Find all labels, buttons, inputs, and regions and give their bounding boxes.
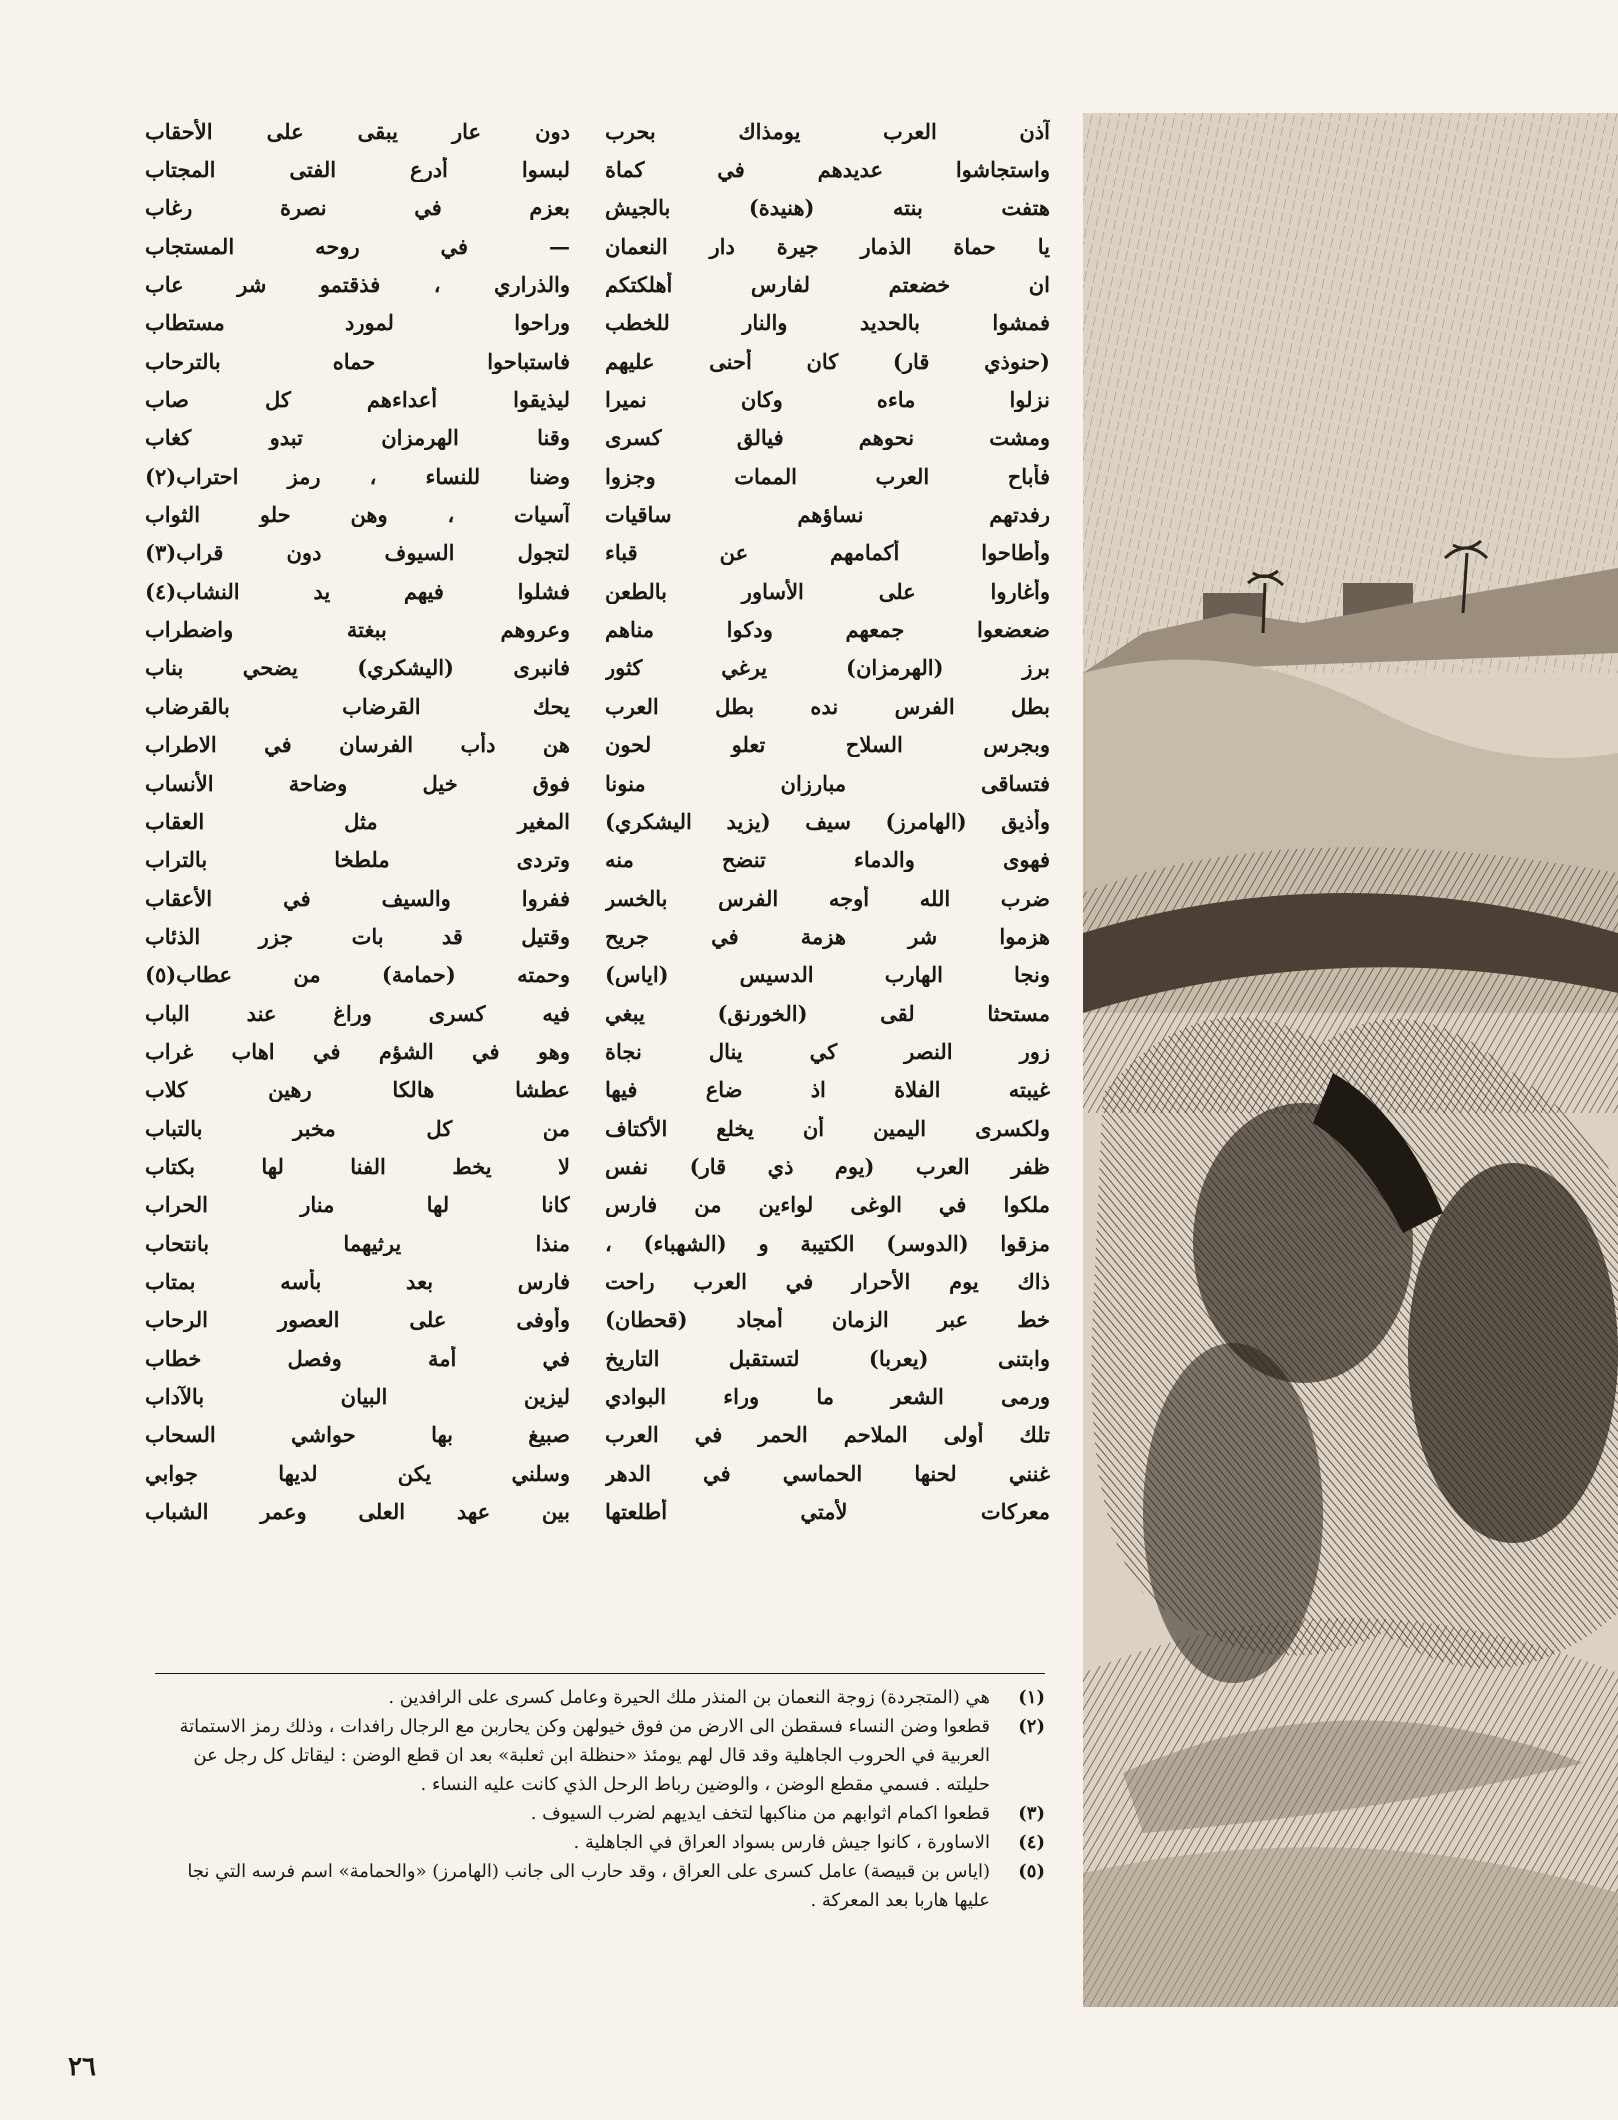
verse xyxy=(145,917,1050,955)
footnote-number: (٣) xyxy=(1018,1803,1045,1824)
verse xyxy=(145,572,1050,610)
verse-first-hemistich: ومشت نحوهم فيالق كسرى xyxy=(605,425,1050,451)
verse-first-hemistich: واستجاشوا عديدهم في كماة xyxy=(605,157,1050,183)
verse-first-hemistich: فتساقى مبارزان منونا xyxy=(605,770,1050,796)
verse xyxy=(145,994,1050,1032)
verse-first-hemistich: زور النصر كي ينال نجاة xyxy=(605,1038,1050,1064)
verse-second-hemistich: عطشا هالكا رهين كلاب xyxy=(145,1077,570,1103)
verse-first-hemistich: برز (الهرمزان) يرغي كثور xyxy=(605,655,1050,681)
verse-first-hemistich: تلك أولى الملاحم الحمر في العرب xyxy=(605,1422,1050,1448)
verse xyxy=(145,342,1050,380)
footnote-text: الاساورة ، كانوا جيش فارس بسواد العراق في الجاهلية . xyxy=(573,1832,990,1853)
verse-first-hemistich: ورمى الشعر ما وراء البوادي xyxy=(605,1384,1050,1410)
verse-first-hemistich: رفدتهم نساؤهم ساقيات xyxy=(605,502,1050,528)
verse xyxy=(145,1186,1050,1224)
verse-second-hemistich: ليزين البيان بالآداب xyxy=(145,1384,570,1410)
verse-first-hemistich: وابتنى (يعربا) لتستقبل التاريخ xyxy=(605,1345,1050,1371)
verse xyxy=(145,1262,1050,1300)
verse-second-hemistich: وراحوا لمورد مستطاب xyxy=(145,310,570,336)
verse-second-hemistich: وضنا للنساء ، رمز احتراب(٢) xyxy=(145,463,570,489)
verse-first-hemistich: ولكسرى اليمين أن يخلع الأكتاف xyxy=(605,1115,1050,1141)
verse-first-hemistich: وبجرس السلاح تعلو لحون xyxy=(605,732,1050,758)
verse xyxy=(145,956,1050,994)
verse-second-hemistich: وأوفى على العصور الرحاب xyxy=(145,1307,570,1333)
verse-first-hemistich: ذاك يوم الأحرار في العرب راحت xyxy=(605,1268,1050,1294)
footnote-number: (٤) xyxy=(1018,1832,1045,1853)
verse-first-hemistich: ملكوا في الوغى لواءين من فارس xyxy=(605,1192,1050,1218)
verse xyxy=(145,687,1050,725)
verse-second-hemistich: فوق خيل وضاحة الأنساب xyxy=(145,770,570,796)
verse-first-hemistich: خط عبر الزمان أمجاد (قحطان) xyxy=(605,1307,1050,1333)
verse-first-hemistich: ونجا الهارب الدسيس (اياس) xyxy=(605,962,1050,988)
verse xyxy=(145,150,1050,188)
verse-first-hemistich: ظفر العرب (يوم ذي قار) نفس xyxy=(605,1153,1050,1179)
verse-second-hemistich: فاستباحوا حماه بالترحاب xyxy=(145,348,570,374)
footnote-divider xyxy=(155,1673,1045,1674)
verse xyxy=(145,1071,1050,1109)
verse-first-hemistich: غنني لحنها الحماسي في الدهر xyxy=(605,1460,1050,1486)
verse-first-hemistich: غيبته الفلاة اذ ضاع فيها xyxy=(605,1077,1050,1103)
verse-second-hemistich: ليذيقوا أعداءهم كل صاب xyxy=(145,387,570,413)
footnote xyxy=(150,1828,1045,1857)
verse xyxy=(145,265,1050,303)
page-number: ٢٦ xyxy=(68,2052,96,2082)
footnote xyxy=(150,1799,1045,1828)
verse xyxy=(145,649,1050,687)
verse xyxy=(145,495,1050,533)
verse-second-hemistich: هن دأب الفرسان في الاطراب xyxy=(145,732,570,758)
footnote xyxy=(150,1712,1045,1799)
verse xyxy=(145,534,1050,572)
verse xyxy=(145,112,1050,150)
footnote-text: قطعوا وضن النساء فسقطن الى الارض من فوق خيولهن وكن يحاربن مع الرجال رافدات ، وذلك رمز الاستماتة العربية في الحروب الجاهلية وقد قال لهم يومئذ «حنظلة ابن ثعلبة» بعد ان قطع الوضن : ليقاتل كل رجل عن حليلته . فسمي مقطع الوضن ، والوضين رباط الرحل الذي كانت عليه النساء . xyxy=(179,1716,990,1795)
verse-second-hemistich: — في روحه المستجاب xyxy=(145,233,570,259)
verse-first-hemistich: معركات لأمتي أطلعتها xyxy=(605,1499,1050,1525)
verse-first-hemistich: مستحثا لقى (الخورنق) يبغي xyxy=(605,1000,1050,1026)
poem xyxy=(145,112,1050,1531)
verse-second-hemistich: في أمة وفصل خطاب xyxy=(145,1345,570,1371)
footnote-text: (اياس بن قبيصة) عامل كسرى على العراق ، وقد حارب الى جانب (الهامرز) «والحمامة» اسم فرسه التي نجا عليها هاربا بعد المعركة . xyxy=(187,1861,990,1911)
verse xyxy=(145,1416,1050,1454)
footnotes xyxy=(150,1683,1045,1915)
battle-illustration xyxy=(1083,113,1618,2007)
verse xyxy=(145,1147,1050,1185)
verse-second-hemistich: والذراري ، فذقتمو شر عاب xyxy=(145,272,570,298)
verse xyxy=(145,380,1050,418)
verse xyxy=(145,1032,1050,1070)
footnote-number: (١) xyxy=(1018,1687,1045,1708)
verse-first-hemistich: وأطاحوا أكمامهم عن قباء xyxy=(605,540,1050,566)
battle-horsemen-sketch-icon xyxy=(1083,113,1618,2007)
verse-first-hemistich: وأذيق (الهامرز) سيف (يزيد اليشكري) xyxy=(605,808,1050,834)
verse-second-hemistich: المغير مثل العقاب xyxy=(145,808,570,834)
footnote-number: (٢) xyxy=(1018,1716,1045,1737)
verse-second-hemistich: كانا لها منار الحراب xyxy=(145,1192,570,1218)
verse xyxy=(145,1109,1050,1147)
verse xyxy=(145,764,1050,802)
verse xyxy=(145,227,1050,265)
verse-second-hemistich: لا يخط الفنا لها بكتاب xyxy=(145,1153,570,1179)
verse-second-hemistich: صبيغ بها حواشي السحاب xyxy=(145,1422,570,1448)
verse-first-hemistich: مزقوا (الدوسر) الكتيبة و (الشهباء) ، xyxy=(605,1230,1050,1256)
verse-second-hemistich: دون عار يبقى على الأحقاب xyxy=(145,118,570,144)
verse-first-hemistich: وأغاروا على الأساور بالطعن xyxy=(605,578,1050,604)
verse xyxy=(145,1454,1050,1492)
verse-first-hemistich: آذن العرب يومذاك بحرب xyxy=(605,118,1050,144)
footnote xyxy=(150,1857,1045,1915)
verse-second-hemistich: يحك القرضاب بالقرضاب xyxy=(145,693,570,719)
verse-second-hemistich: وحمته (حمامة) من عطاب(٥) xyxy=(145,962,570,988)
verse-first-hemistich: بطل الفرس نده بطل العرب xyxy=(605,693,1050,719)
verse-second-hemistich: وقتيل قد بات جزر الذئاب xyxy=(145,923,570,949)
verse-first-hemistich: هتفت بنته (هنيدة) بالجيش xyxy=(605,195,1050,221)
verse-second-hemistich: بين عهد العلى وعمر الشباب xyxy=(145,1499,570,1525)
verse xyxy=(145,1224,1050,1262)
verse xyxy=(145,841,1050,879)
verse xyxy=(145,802,1050,840)
verse-second-hemistich: وسلني يكن لديها جوابي xyxy=(145,1460,570,1486)
verse xyxy=(145,419,1050,457)
verse-first-hemistich: فهوى والدماء تنضح منه xyxy=(605,847,1050,873)
verse xyxy=(145,1301,1050,1339)
footnote-number: (٥) xyxy=(1018,1861,1045,1882)
verse-second-hemistich: وعروهم ببغتة واضطراب xyxy=(145,617,570,643)
verse-second-hemistich: فانبرى (اليشكري) يضحي بناب xyxy=(145,655,570,681)
verse-first-hemistich: ضرب الله أوجه الفرس بالخسر xyxy=(605,885,1050,911)
footnote-text: قطعوا اكمام اثوابهم من مناكبها لتخف ايديهم لضرب السيوف . xyxy=(530,1803,990,1824)
verse-second-hemistich: لبسوا أدرع الفتى المجتاب xyxy=(145,157,570,183)
verse-second-hemistich: فيه كسرى وراغ عند الباب xyxy=(145,1000,570,1026)
verse-first-hemistich: ضعضعوا جمعهم ودكوا مناهم xyxy=(605,617,1050,643)
verse-first-hemistich: هزموا شر هزمة في جريح xyxy=(605,923,1050,949)
verse xyxy=(145,1492,1050,1530)
verse-second-hemistich: من كل مخبر بالتباب xyxy=(145,1115,570,1141)
verse-second-hemistich: وتردى ملطخا بالتراب xyxy=(145,847,570,873)
verse-first-hemistich: يا حماة الذمار جيرة دار النعمان xyxy=(605,233,1050,259)
verse xyxy=(145,457,1050,495)
verse xyxy=(145,1339,1050,1377)
verse-second-hemistich: منذا يرثيهما بانتحاب xyxy=(145,1230,570,1256)
verse-second-hemistich: فارس بعد بأسه بمتاب xyxy=(145,1268,570,1294)
verse xyxy=(145,304,1050,342)
verse-second-hemistich: فشلوا فيهم يد النشاب(٤) xyxy=(145,578,570,604)
verse xyxy=(145,189,1050,227)
verse-second-hemistich: آسيات ، وهن حلو الثواب xyxy=(145,502,570,528)
footnote-text: هي (المتجردة) زوجة النعمان بن المنذر ملك الحيرة وعامل كسرى على الرافدين . xyxy=(388,1687,990,1708)
verse-second-hemistich: وهو في الشؤم في اهاب غراب xyxy=(145,1038,570,1064)
verse-first-hemistich: فأباح العرب الممات وجزوا xyxy=(605,463,1050,489)
verse-second-hemistich: وقنا الهرمزان تبدو كغاب xyxy=(145,425,570,451)
verse xyxy=(145,610,1050,648)
verse-second-hemistich: بعزم في نصرة رغاب xyxy=(145,195,570,221)
verse-first-hemistich: ان خضعتم لفارس أهلكتكم xyxy=(605,272,1050,298)
verse-second-hemistich: ففروا والسيف في الأعقاب xyxy=(145,885,570,911)
verse-first-hemistich: نزلوا ماءه وكان نميرا xyxy=(605,387,1050,413)
verse-first-hemistich: فمشوا بالحديد والنار للخطب xyxy=(605,310,1050,336)
verse xyxy=(145,1377,1050,1415)
verse xyxy=(145,879,1050,917)
footnote xyxy=(150,1683,1045,1712)
verse-first-hemistich: (حنوذي قار) كان أحنى عليهم xyxy=(605,348,1050,374)
verse-second-hemistich: لتجول السيوف دون قراب(٣) xyxy=(145,540,570,566)
verse xyxy=(145,726,1050,764)
